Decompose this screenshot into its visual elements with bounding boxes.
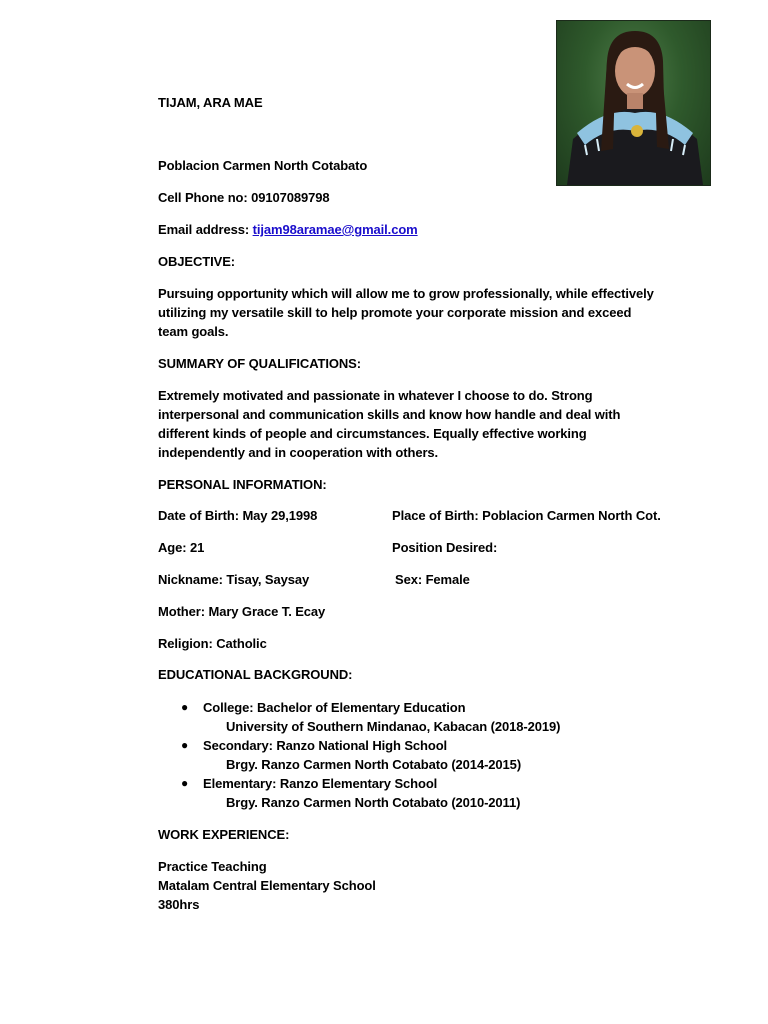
education-heading: EDUCATIONAL BACKGROUND: xyxy=(158,667,353,682)
education-secondary-detail: Brgy. Ranzo Carmen North Cotabato (2014-2015) xyxy=(226,757,522,772)
objective-line-1: Pursuing opportunity which will allow me to grow professionally, while effectively xyxy=(158,286,654,301)
age: Age: 21 xyxy=(158,540,205,555)
objective-line-3: team goals. xyxy=(158,324,229,339)
bullet-icon: ● xyxy=(181,776,189,790)
education-elementary-level: Elementary: Ranzo Elementary School xyxy=(203,776,438,791)
mother: Mother: Mary Grace T. Ecay xyxy=(158,604,326,619)
summary-line-2: interpersonal and communication skills and know how handle and deal with xyxy=(158,407,621,422)
education-secondary-level: Secondary: Ranzo National High School xyxy=(203,738,448,753)
work-heading: WORK EXPERIENCE: xyxy=(158,827,290,842)
place-of-birth: Place of Birth: Poblacion Carmen North Cot. xyxy=(392,508,661,523)
address: Poblacion Carmen North Cotabato xyxy=(158,158,368,173)
summary-line-4: independently and in cooperation with others. xyxy=(158,445,439,460)
sex: Sex: Female xyxy=(395,572,470,587)
portrait-icon xyxy=(557,21,710,185)
phone: Cell Phone no: 09107089798 xyxy=(158,190,330,205)
position-desired: Position Desired: xyxy=(392,540,498,555)
work-line-3: 380hrs xyxy=(158,897,200,912)
summary-line-1: Extremely motivated and passionate in whatever I choose to do. Strong xyxy=(158,388,593,403)
graduation-photo xyxy=(556,20,711,186)
religion: Religion: Catholic xyxy=(158,636,267,651)
work-line-1: Practice Teaching xyxy=(158,859,267,874)
applicant-name: TIJAM, ARA MAE xyxy=(158,95,263,110)
objective-line-2: utilizing my versatile skill to help promote your corporate mission and exceed xyxy=(158,305,632,320)
bullet-icon: ● xyxy=(181,700,189,714)
email-label: Email address: xyxy=(158,222,253,237)
bullet-icon: ● xyxy=(181,738,189,752)
personal-heading: PERSONAL INFORMATION: xyxy=(158,477,327,492)
nickname: Nickname: Tisay, Saysay xyxy=(158,572,310,587)
date-of-birth: Date of Birth: May 29,1998 xyxy=(158,508,318,523)
work-line-2: Matalam Central Elementary School xyxy=(158,878,376,893)
education-college-detail: University of Southern Mindanao, Kabacan (2018-2019) xyxy=(226,719,561,734)
email-link[interactable]: tijam98aramae@gmail.com xyxy=(252,222,418,237)
summary-line-3: different kinds of people and circumstances. Equally effective working xyxy=(158,426,587,441)
education-elementary-detail: Brgy. Ranzo Carmen North Cotabato (2010-2011) xyxy=(226,795,521,810)
objective-heading: OBJECTIVE: xyxy=(158,254,236,269)
email-line xyxy=(158,220,418,239)
education-college-level: College: Bachelor of Elementary Education xyxy=(203,700,466,715)
summary-heading: SUMMARY OF QUALIFICATIONS: xyxy=(158,356,361,371)
